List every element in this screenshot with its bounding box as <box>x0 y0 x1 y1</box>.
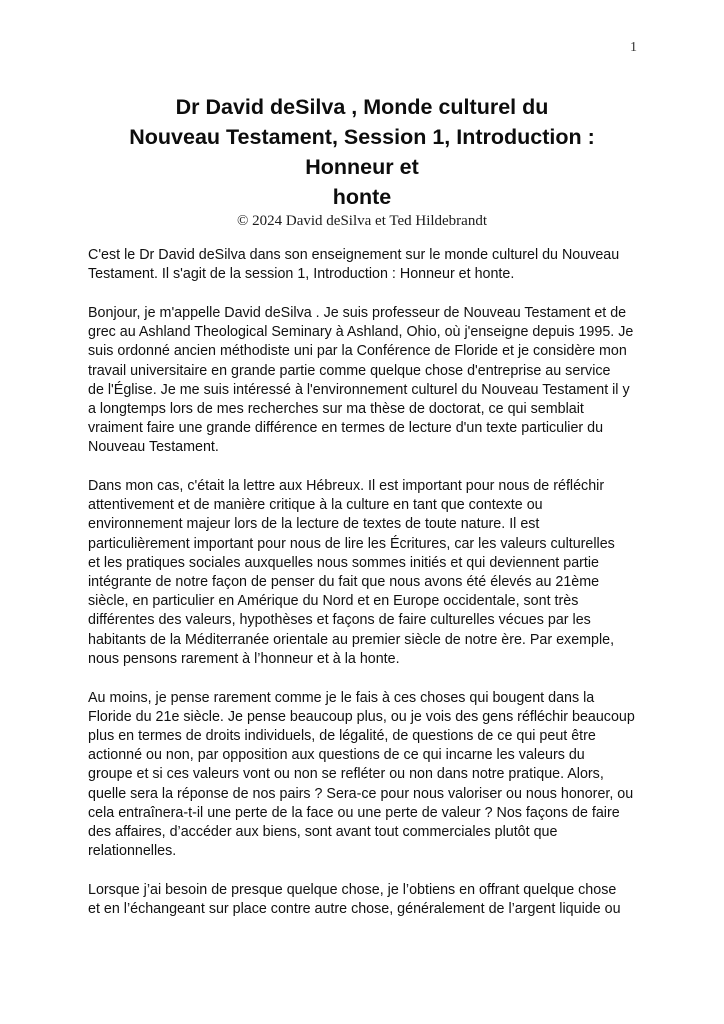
text-line: siècle, en particulier en Amérique du Nord et en Europe occidentale, sont très <box>88 593 579 610</box>
paragraph-bio <box>88 304 648 458</box>
text-line: particulièrement important pour nous de lire les Écritures, car les valeurs culturelles <box>88 535 615 552</box>
text-line: relationnelles. <box>88 843 177 860</box>
text-line: et les pratiques sociales auxquelles nous sommes initiés et qui deviennent partie <box>88 554 600 571</box>
document-title-line-4: honte <box>332 185 392 209</box>
document-header <box>0 92 724 230</box>
text-line: et en l’échangeant sur place contre autre chose, généralement de l’argent liquide ou <box>88 901 621 918</box>
text-line: Nouveau Testament. <box>88 439 219 456</box>
text-line: Dans mon cas, c'était la lettre aux Hébreux. Il est important pour nous de réfléchir <box>88 478 605 495</box>
text-line: C'est le Dr David deSilva dans son enseignement sur le monde culturel du Nouveau <box>88 247 620 263</box>
text-line: Floride du 21e siècle. Je pense beaucoup plus, ou je vois des gens réfléchir beaucoup <box>88 708 635 725</box>
document-body <box>88 246 648 939</box>
paragraph-exchange <box>88 881 648 919</box>
text-line: Au moins, je pense rarement comme je le fais à ces choses qui bougent dans la <box>88 689 595 706</box>
text-line: Bonjour, je m'appelle David deSilva . Je suis professeur de Nouveau Testament et de <box>88 304 627 321</box>
text-line: de l'Église. Je me suis intéressé à l'environnement culturel du Nouveau Testament il y <box>88 381 630 398</box>
text-line: quelle sera la réponse de nos pairs ? Sera-ce pour nous valoriser ou nous honorer, ou <box>88 785 634 802</box>
copyright-notice: © 2024 David deSilva et Ted Hildebrandt <box>236 213 488 229</box>
paragraph-intro <box>88 246 648 284</box>
text-line: Lorsque j’ai besoin de presque quelque chose, je l’obtiens en offrant quelque chose <box>88 881 617 898</box>
document-title-line-3: Honneur et <box>305 155 419 179</box>
text-line: suis ordonné ancien méthodiste uni par la Conférence de Floride et je considère mon <box>88 343 627 360</box>
text-line: nous pensons rarement à l’honneur et à la honte. <box>88 650 400 667</box>
text-line: cela entraînera-t-il une perte de la face ou une perte de valeur ? Nos façons de faire <box>88 804 620 821</box>
text-line: intégrante de notre façon de penser du fait que nous avons été élevés au 21ème <box>88 574 600 591</box>
text-line: vraiment faire une grande différence en termes de lecture d'un texte particulier du <box>88 420 604 437</box>
text-line: Testament. Il s'agit de la session 1, Introduction : Honneur et honte. <box>88 266 515 283</box>
text-line: des affaires, d’accéder aux biens, sont avant tout commerciales plutôt que <box>88 823 558 840</box>
document-title-line-1: Dr David deSilva , Monde culturel du <box>175 95 549 119</box>
paragraph-florida <box>88 689 648 862</box>
text-line: travail universitaire en grande partie comme quelque chose d'entreprise au service <box>88 362 611 379</box>
text-line: a longtemps lors de mes recherches sur ma thèse de doctorat, ce qui semblait <box>88 400 584 417</box>
text-line: attentivement et de manière critique à la culture en tant que contexte ou <box>88 497 543 514</box>
text-line: actionné ou non, par opposition aux questions de ce qui incarne les valeurs du <box>88 747 585 764</box>
text-line: habitants de la Méditerranée orientale au premier siècle de notre ère. Par exemple, <box>88 631 615 648</box>
text-line: différentes des valeurs, hypothèses et façons de faire culturelles vécues par les <box>88 612 591 629</box>
text-line: environnement majeur lors de la lecture de textes de toute nature. Il est <box>88 516 540 533</box>
text-line: grec au Ashland Theological Seminary à Ashland, Ohio, où j'enseigne depuis 1995. Je <box>88 324 634 341</box>
page-number: 1 <box>630 40 637 55</box>
text-line: plus en termes de droits individuels, de légalité, de questions de ce qui peut être <box>88 727 596 744</box>
paragraph-hebrews <box>88 477 648 669</box>
text-line: groupe et si ces valeurs vont ou non se refléter ou non dans notre pratique. Alors, <box>88 766 604 783</box>
document-title-line-2: Nouveau Testament, Session 1, Introduction : <box>129 125 595 149</box>
